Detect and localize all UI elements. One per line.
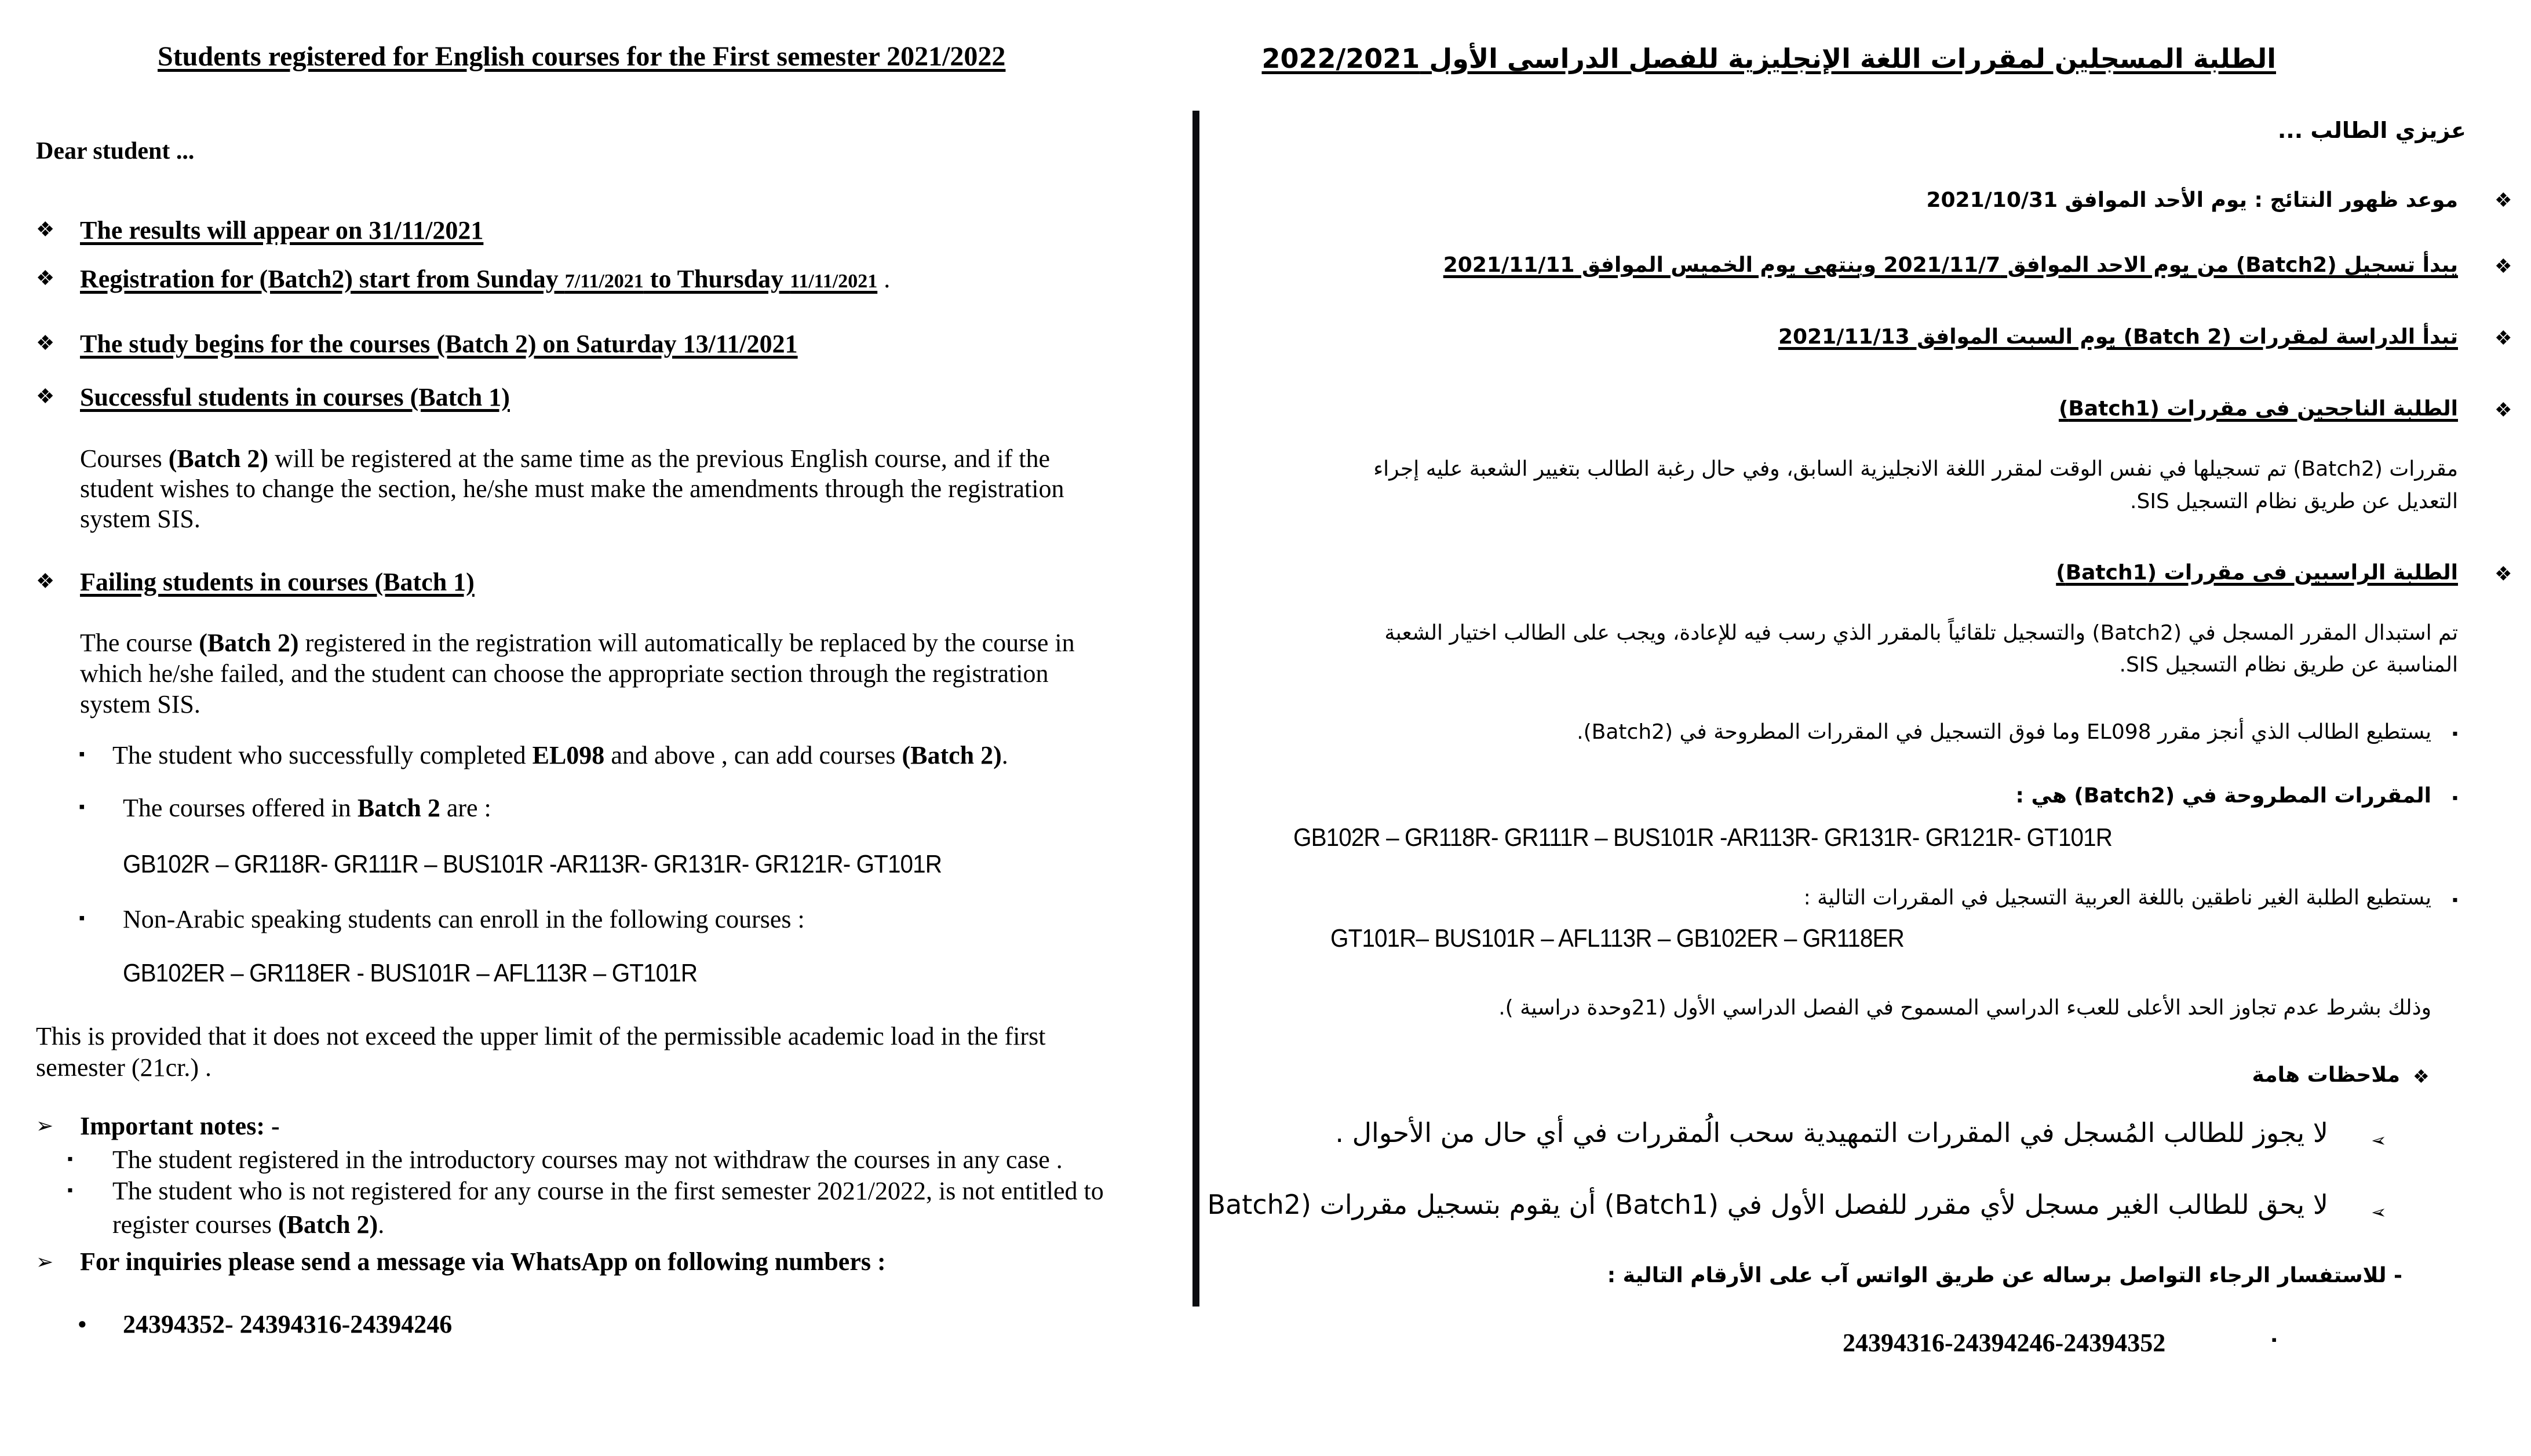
diamond-bullet-icon: ❖	[36, 267, 55, 290]
failing-paragraph-line-3: system SIS.	[80, 690, 200, 718]
arabic-el098-eligibility-line: يستطيع الطالب الذي أنجز مقرر EL098 وما فوق التسجيل في المقررات المطروحة في (Batch2).	[1577, 720, 2431, 744]
offered-course-codes: GB102R – GR118R- GR111R – BUS101R -AR113R- GR131R- GR121R- GT101R	[123, 850, 942, 878]
diamond-bullet-icon: ❖	[2494, 190, 2512, 211]
whatsapp-phone-numbers: 24394352- 24394316-24394246	[123, 1310, 453, 1338]
note-unregistered-line-1: The student who is not registered for any course in the first semester 2021/2022, is not entitled to	[112, 1177, 1104, 1205]
el098-eligibility-line: The student who successfully completed EL098 and above , can add courses (Batch 2).	[112, 741, 1008, 769]
registration-period-line: Registration for (Batch2) start from Sunday 7/11/2021 to Thursday 11/11/2021 .	[80, 265, 891, 293]
failing-paragraph-line-2: which he/she failed, and the student can choose the appropriate section through the registration	[80, 659, 1049, 688]
diamond-bullet-icon: ❖	[2494, 328, 2512, 349]
diamond-bullet-icon: ❖	[2494, 400, 2512, 421]
non-arabic-course-codes: GB102ER – GR118ER - BUS101R – AFL113R – GT101R	[123, 959, 698, 987]
square-bullet-icon: ▪	[79, 745, 85, 764]
square-bullet-icon: ▪	[2452, 789, 2458, 807]
arabic-important-notes-heading: ملاحظات هامة	[2252, 1063, 2400, 1087]
arabic-title: الطلبة المسجلين لمقررات اللغة الإنجليزية للفصل الدراسى الأول 2022/2021	[1261, 43, 2276, 74]
non-arabic-courses-label: Non-Arabic speaking students can enroll in the following courses :	[123, 905, 805, 933]
arabic-non-arabic-course-codes: GT101R– BUS101R – AFL113R – GB102ER – GR118ER	[1330, 924, 1904, 953]
square-bullet-icon: ▪	[79, 797, 85, 816]
square-bullet-icon: ▪	[67, 1150, 73, 1168]
arabic-results-date-line: موعد ظهور النتائج : يوم الأحد الموافق 2021/10/31	[1926, 188, 2458, 212]
study-begins-line: The study begins for the courses (Batch 2) on Saturday 13/11/2021	[80, 330, 798, 358]
results-date-line: The results will appear on 31/11/2021	[80, 216, 484, 245]
arrow-bullet-icon: ➢	[2371, 1130, 2387, 1151]
failing-students-heading: Failing students in courses (Batch 1)	[80, 568, 475, 596]
diamond-bullet-icon: ❖	[36, 331, 55, 355]
diamond-bullet-icon: ❖	[2413, 1066, 2430, 1087]
successful-paragraph-line-3: system SIS.	[80, 505, 200, 533]
offered-courses-label: The courses offered in Batch 2 are :	[123, 794, 491, 822]
successful-students-heading: Successful students in courses (Batch 1)	[80, 383, 510, 411]
whatsapp-inquiries-line: For inquiries please send a message via WhatsApp on following numbers :	[80, 1247, 886, 1276]
arabic-successful-students-heading: الطلبة الناجحين فى مقررات (Batch1)	[2058, 397, 2458, 421]
academic-load-condition-line-2: semester (21cr.) .	[36, 1053, 211, 1082]
arabic-failing-students-heading: الطلبة الراسبين فى مقررات (Batch1)	[2056, 561, 2458, 585]
arabic-failing-paragraph-line-2: المناسبة عن طريق نظام التسجيل SIS.	[2119, 653, 2458, 677]
arabic-greeting: عزيزي الطالب ...	[2277, 118, 2466, 143]
dot-bullet-icon: ●	[78, 1315, 87, 1332]
arrow-bullet-icon: ➢	[36, 1114, 54, 1137]
square-bullet-icon: ▪	[67, 1181, 73, 1199]
arabic-study-begins-line: تبدأ الدراسة لمقررات (Batch 2) يوم السبت الموافق 2021/11/13	[1778, 325, 2458, 349]
arabic-whatsapp-phone-numbers: 24394316-24394246-24394352	[1843, 1329, 2166, 1357]
arabic-note-unregistered: لا يحق للطالب الغير مسجل لأي مقرر للفصل الأول في (Batch1) أن يقوم بتسجيل مقررات (Batch2	[1207, 1189, 2328, 1220]
arabic-non-arabic-courses-label: يستطيع الطلبة الغير ناطقين باللغة العربية التسجيل في المقررات التالية :	[1803, 886, 2431, 910]
arabic-successful-paragraph-line-2: التعديل عن طريق نظام التسجيل SIS.	[2130, 490, 2458, 513]
square-bullet-icon: ▪	[2271, 1331, 2277, 1348]
english-greeting: Dear student ...	[36, 138, 195, 165]
square-bullet-icon: ▪	[2452, 891, 2458, 909]
diamond-bullet-icon: ❖	[36, 218, 55, 241]
note-unregistered-line-2: register courses (Batch 2).	[112, 1210, 385, 1239]
arabic-successful-paragraph-line-1: مقررات (Batch2) تم تسجيلها في نفس الوقت لمقرر اللغة الانجليزية السابق، وفي حال رغبة الطالب بتغيير الشعبة عليه إجراء	[1373, 457, 2458, 481]
square-bullet-icon: ▪	[2452, 725, 2458, 743]
arabic-whatsapp-inquiries-line: - للاستفسار الرجاء التواصل برساله عن طريق الواتس آب على الأرقام التالية :	[1607, 1264, 2402, 1287]
english-title: Students registered for English courses for the First semester 2021/2022	[158, 41, 1006, 72]
diamond-bullet-icon: ❖	[2494, 564, 2512, 585]
arabic-offered-courses-label: المقررات المطروحة في (Batch2) هي :	[2015, 784, 2431, 808]
successful-paragraph-line-2: student wishes to change the section, he/she must make the amendments through the registration	[80, 475, 1064, 503]
arrow-bullet-icon: ➢	[36, 1250, 54, 1273]
academic-load-condition-line-1: This is provided that it does not exceed the upper limit of the permissible academic load in the first	[36, 1022, 1046, 1050]
failing-paragraph-line-1: The course (Batch 2) registered in the registration will automatically be replaced by the course in	[80, 629, 1075, 657]
column-divider	[1192, 111, 1199, 1307]
arrow-bullet-icon: ➢	[2371, 1202, 2387, 1223]
successful-paragraph-line-1: Courses (Batch 2) will be registered at the same time as the previous English course, and if the	[80, 444, 1051, 473]
diamond-bullet-icon: ❖	[36, 385, 55, 408]
arabic-academic-load-condition: وذلك بشرط عدم تجاوز الحد الأعلى للعبء الدراسي المسموح في الفصل الدراسي الأول (21وحدة دراسية ).	[1498, 996, 2431, 1020]
important-notes-heading: Important notes: -	[80, 1112, 280, 1140]
diamond-bullet-icon: ❖	[36, 570, 55, 593]
square-bullet-icon: ▪	[79, 908, 85, 928]
arabic-failing-paragraph-line-1: تم استبدال المقرر المسجل في (Batch2) والتسجيل تلقائياً بالمقرر الذي رسب فيه للإعادة، ويجب على الطالب اختيار الشعبة	[1384, 621, 2458, 645]
note-no-withdraw: The student registered in the introductory courses may not withdraw the courses in any case .	[112, 1145, 1063, 1174]
arabic-offered-course-codes: GB102R – GR118R- GR111R – BUS101R -AR113R- GR131R- GR121R- GT101R	[1293, 823, 2113, 852]
diamond-bullet-icon: ❖	[2494, 256, 2512, 278]
arabic-note-no-withdraw: لا يجوز للطالب المُسجل في المقررات التمهيدية سحب الُمقررات في أي حال من الأحوال .	[1335, 1117, 2328, 1148]
arabic-registration-period-line: يبدأ تسجيل (Batch2) من يوم الاحد الموافق 2021/11/7 وينتهى يوم الخميس الموافق 2021/11/11	[1443, 253, 2458, 277]
